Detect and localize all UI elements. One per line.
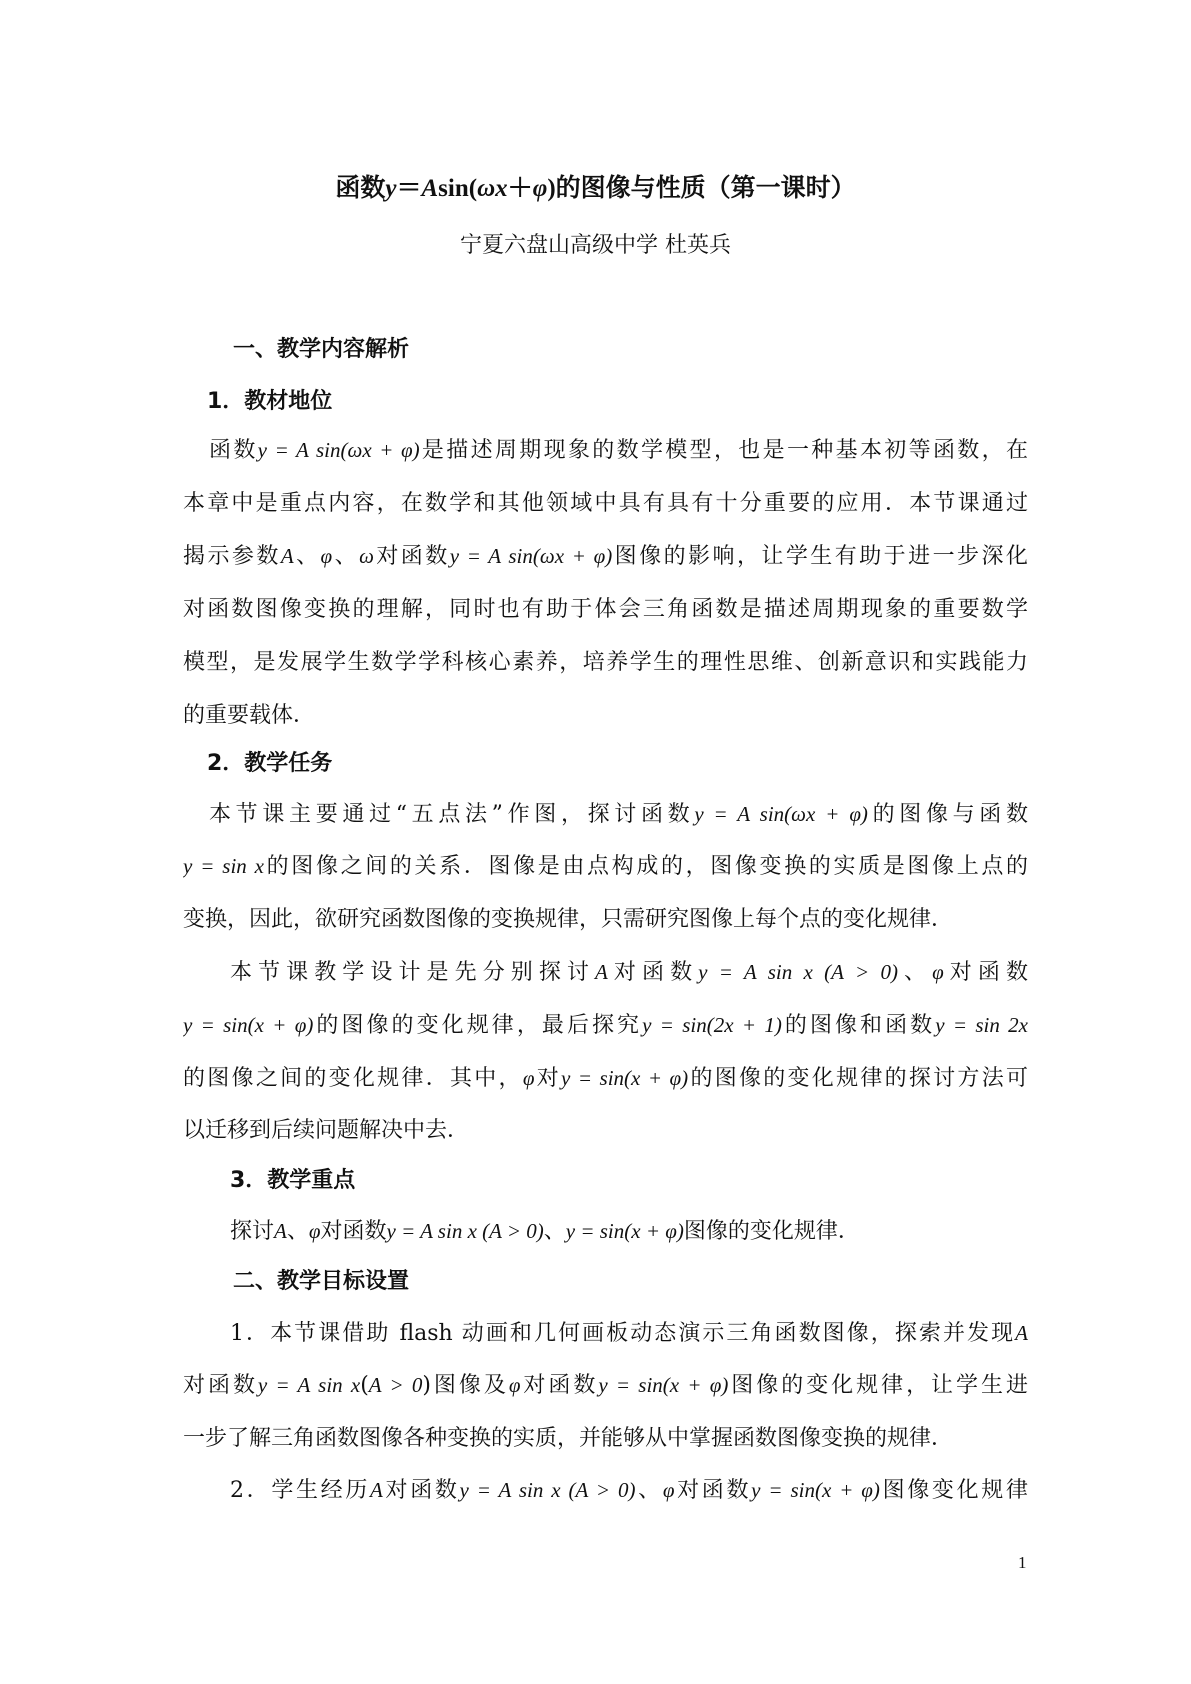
title-plus: ＋ [507, 173, 533, 202]
para3-line3: 的图像之间的变化规律．其中，φ对y = sin(x + φ)的图像的变化规律的探讨方法可 [183, 1066, 1028, 1091]
subsection-heading-1-1: 1．教材地位 [207, 389, 333, 414]
para1-line3: 揭示参数A、φ、ω对函数y = A sin(ωx + φ)图像的影响，让学生有助于进一步深化 [183, 544, 1028, 569]
title-a: A [421, 175, 439, 202]
title-close: ) [547, 175, 556, 202]
para5-line1: 1．本节课借助 flash 动画和几何画板动态演示三角函数图像，探索并发现A [230, 1321, 1028, 1346]
para2-line1: 本节课主要通过“五点法”作图，探讨函数y = A sin(ωx + φ)的图像与函数 [209, 802, 1028, 827]
page-number: 1 [1018, 1553, 1027, 1572]
para1-line6: 的重要载体． [183, 703, 316, 728]
formula-main: y = A sin(ωx + φ) [257, 438, 420, 462]
title-eq: ＝ [396, 173, 422, 202]
title-y: y [385, 175, 397, 202]
para3-line2: y = sin(x + φ)的图像的变化规律，最后探究y = sin(2x + 1)的图像和函数y = sin 2x [183, 1013, 1028, 1038]
title-prefix: 函数 [335, 173, 386, 202]
page-title [0, 168, 1191, 204]
para3-line1: 本节课教学设计是先分别探讨A对函数y = A sin x (A > 0)、φ对函数 [230, 960, 1028, 985]
para1-line4: 对函数图像变换的理解，同时也有助于体会三角函数是描述周期现象的重要数学 [183, 597, 1028, 622]
para5-line3: 一步了解三角函数图像各种变换的实质，并能够从中掌握函数图像变换的规律． [183, 1426, 954, 1451]
title-suffix: 的图像与性质（第一课时） [555, 173, 856, 202]
para6-line1: 2．学生经历A对函数y = A sin x (A > 0)、φ对函数y = sin(x + φ)图像变化规律 [230, 1478, 1028, 1503]
para1-line1: 函数y = A sin(ωx + φ)是描述周期现象的数学模型，也是一种基本初等函数，在 [209, 438, 1028, 463]
para1-line5: 模型，是发展学生数学学科核心素养，培养学生的理性思维、创新意识和实践能力 [183, 650, 1028, 675]
title-omega-x: ωx [477, 175, 508, 202]
section-heading-2: 二、教学目标设置 [233, 1269, 410, 1294]
subsection-heading-1-3: 3．教学重点 [230, 1168, 356, 1193]
title-phi: φ [532, 175, 548, 202]
para2-line2: y = sin x的图像之间的关系．图像是由点构成的，图像变换的实质是图像上点的 [183, 854, 1028, 879]
para1-line2: 本章中是重点内容，在数学和其他领域中具有具有十分重要的应用．本节课通过 [183, 491, 1028, 516]
author-line: 宁夏六盘山高级中学 杜英兵 [460, 233, 731, 258]
para4-line1: 探讨A、φ对函数y = A sin x (A > 0)、y = sin(x + φ)图像的变化规律． [230, 1219, 860, 1244]
para5-line2: 对函数y = A sin x(A > 0)图像及φ对函数y = sin(x + φ)图像的变化规律，让学生进 [183, 1373, 1028, 1398]
subsection-heading-1-2: 2．教学任务 [207, 751, 333, 776]
para2-line3: 变换，因此，欲研究函数图像的变换规律，只需研究图像上每个点的变化规律． [183, 907, 954, 932]
formula-sinx: y = sin x [183, 854, 265, 878]
title-sin: sin( [438, 175, 478, 202]
section-heading-1: 一、教学内容解析 [233, 337, 410, 362]
para3-line4: 以迁移到后续问题解决中去． [183, 1118, 470, 1143]
